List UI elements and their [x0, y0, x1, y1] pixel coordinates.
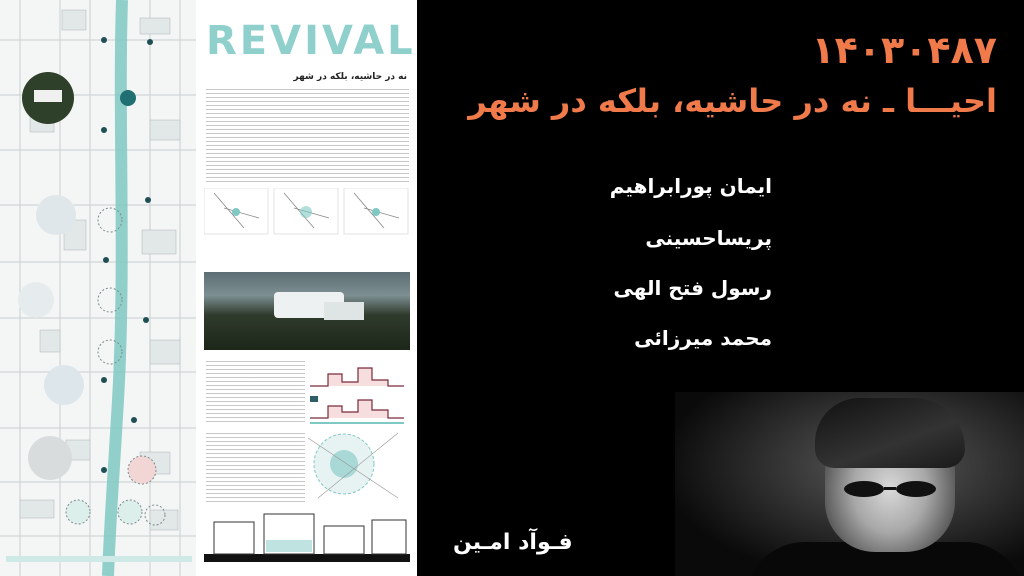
poster-subtitle: نه در حاشیه، بلکه در شهر: [293, 72, 407, 82]
author-name: محمد میرزائی: [634, 326, 772, 350]
text-block-2: [206, 358, 305, 422]
lecturer-panel: [417, 392, 1024, 576]
poster-heading: REVIVAL: [206, 18, 416, 64]
project-title: احیـــا ـ نه در حاشیه، بلکه در شهر: [468, 82, 997, 120]
site-map: [0, 0, 196, 576]
text-block-3: [206, 430, 305, 502]
project-code: ۱۴۰۳۰۴۸۷: [811, 28, 997, 72]
render-image: [204, 272, 410, 350]
radius-diagram: [308, 428, 408, 508]
title-panel: [417, 0, 1024, 380]
lecturer-name: فـوآد امـین: [453, 530, 573, 555]
poster-column: [198, 0, 417, 576]
lecturer-portrait: [675, 392, 1024, 576]
author-name: پریساحسینی: [645, 226, 772, 250]
text-block: [206, 86, 409, 184]
urban-map-graphic: [0, 0, 196, 576]
node-marker: [120, 90, 136, 106]
diagram-row: [204, 188, 410, 248]
author-name: ایمان پورابراهیم: [609, 174, 772, 198]
profile-diagram: [308, 356, 408, 426]
glasses-graphic: [840, 480, 940, 498]
section-drawing: [204, 510, 410, 564]
poster-panel: [0, 0, 417, 576]
author-name: رسول فتح الهی: [613, 276, 772, 300]
